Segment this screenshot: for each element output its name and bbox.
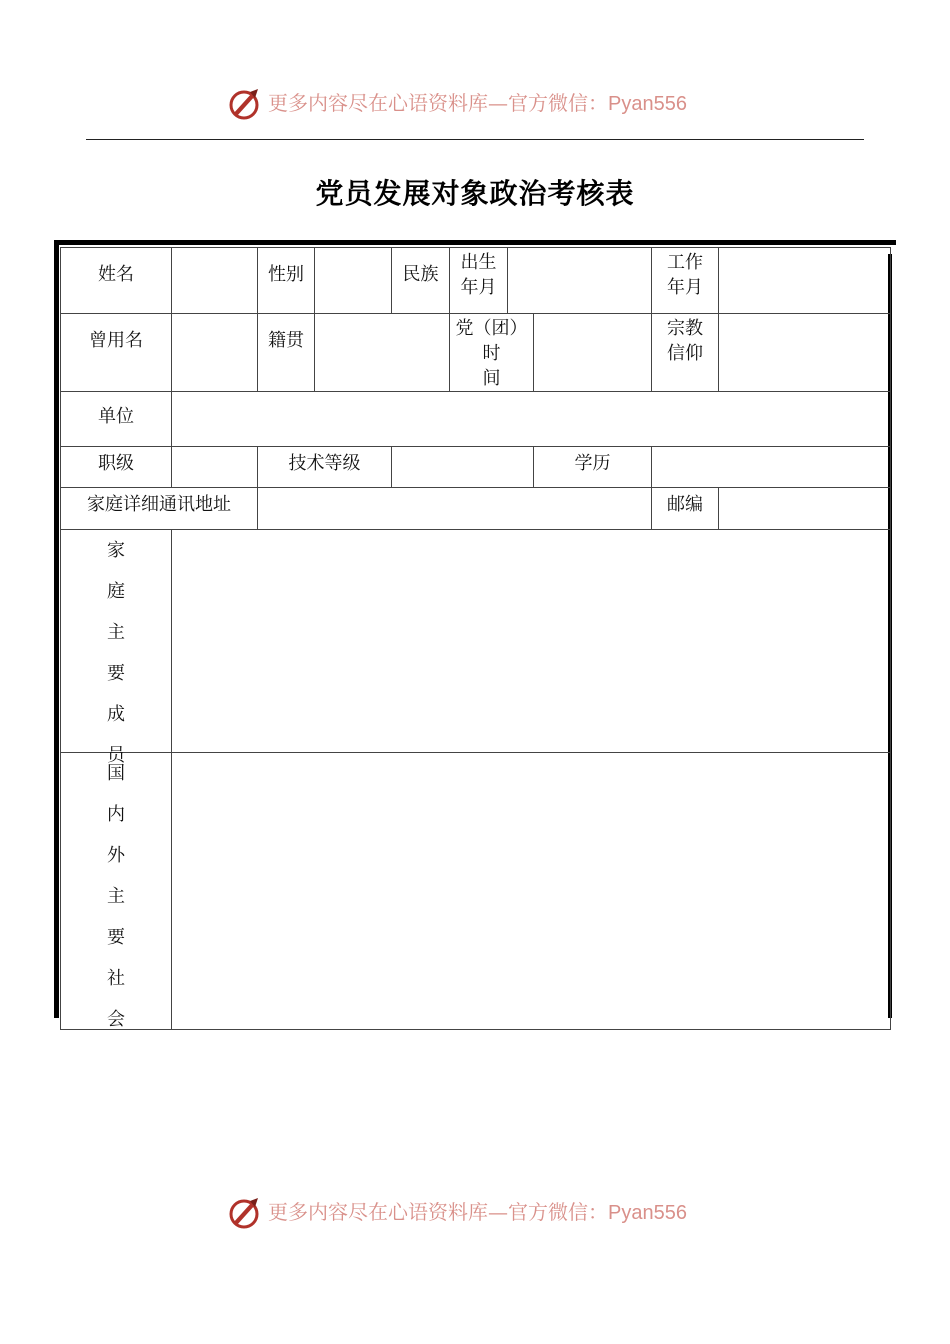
header-watermark <box>0 84 950 124</box>
value-rank[interactable] <box>172 447 258 488</box>
page-title: 党员发展对象政治考核表 <box>315 177 635 210</box>
quill-logo-icon <box>228 1197 260 1229</box>
label-native-place: 籍贯 <box>258 314 315 392</box>
watermark-text: 更多内容尽在心语资料库—官方微信： <box>268 91 608 115</box>
watermark-text: 更多内容尽在心语资料库—官方微信： <box>268 1200 608 1224</box>
label-unit: 单位 <box>61 392 172 447</box>
watermark-wechat-id: Pyan556 <box>608 93 687 115</box>
label-gender: 性别 <box>258 248 315 314</box>
label-name: 姓名 <box>61 248 172 314</box>
footer-watermark <box>0 1193 950 1233</box>
label-postcode: 邮编 <box>652 488 719 530</box>
value-former-name[interactable] <box>172 314 258 392</box>
table-row <box>61 530 891 753</box>
frame-left-border <box>54 240 59 1018</box>
label-tech-grade: 技术等级 <box>258 447 392 488</box>
table-row <box>61 447 891 488</box>
value-family-members[interactable] <box>172 530 891 753</box>
label-birth: 出生 年月 <box>450 248 508 314</box>
value-native-place[interactable] <box>315 314 450 392</box>
value-unit[interactable] <box>172 392 891 447</box>
label-rank: 职级 <box>61 447 172 488</box>
table-row <box>61 753 891 1030</box>
label-education: 学历 <box>534 447 652 488</box>
value-gender[interactable] <box>315 248 392 314</box>
label-work-start: 工作 年月 <box>652 248 719 314</box>
header-divider <box>86 139 864 140</box>
watermark-wechat-id: Pyan556 <box>608 1202 687 1224</box>
value-tech-grade[interactable] <box>392 447 534 488</box>
value-birth[interactable] <box>508 248 652 314</box>
assessment-form <box>60 247 891 1030</box>
value-education[interactable] <box>652 447 891 488</box>
value-religion[interactable] <box>719 314 891 392</box>
value-name[interactable] <box>172 248 258 314</box>
value-work-start[interactable] <box>719 248 891 314</box>
label-home-address: 家庭详细通讯地址 <box>61 488 258 530</box>
table-row <box>61 488 891 530</box>
frame-top-border <box>54 240 896 245</box>
label-family-members: 家 庭 主 要 成 员 <box>61 530 172 753</box>
table-row <box>61 314 891 392</box>
table-row <box>61 392 891 447</box>
value-party-join-date[interactable] <box>534 314 652 392</box>
label-party-join-date: 党（团）时 间 <box>450 314 534 392</box>
label-former-name: 曾用名 <box>61 314 172 392</box>
value-home-address[interactable] <box>258 488 652 530</box>
label-social-relations: 国 内 外 主 要 社 会 <box>61 753 172 1030</box>
value-social-relations[interactable] <box>172 753 891 1030</box>
quill-logo-icon <box>228 88 260 120</box>
label-religion: 宗教 信仰 <box>652 314 719 392</box>
value-postcode[interactable] <box>719 488 891 530</box>
table-row <box>61 248 891 314</box>
label-ethnicity: 民族 <box>392 248 450 314</box>
